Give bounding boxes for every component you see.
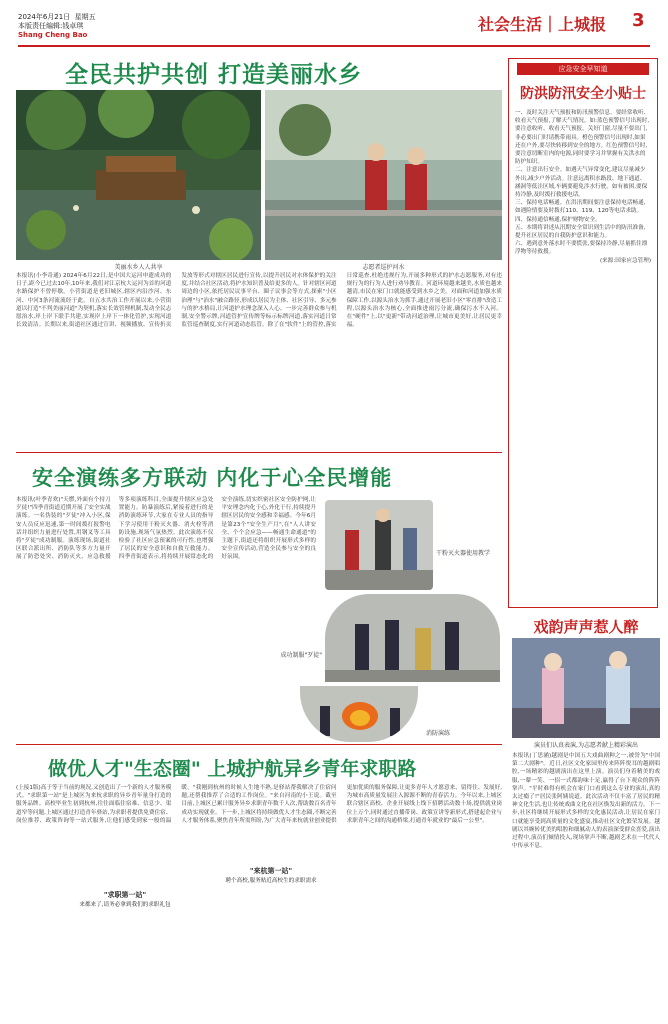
article2-body: 本报讯(叶季青欢)"天燃,外面有个持刀歹徒!"四季青街道近期开展了安全实战演练。一名伪装的"歹徒"冲入小区,保安人员反应迅速,第一时间拨打报警电话并组织力量进行处置,用钢叉等工具将"歹徒"成功制服。演练现场,街道社区联合派出所、消防队等多方力量开展了防恐处突、消防灭火、应急救援等多项演练科目,全面提升辖区应急处置能力。防暴演练后,紧接着进行的是消防演练环节,大家在专业人员的指导下学习使用干粉灭火器、消火栓等消防设施,现场气氛热烈。此次演练不仅检验了社区应急预案的可行性,也增强了居民的安全意识和自救互救能力。四季青街道表示,将持续开展常态化的安全演练,切实织密社区安全防护网,让平安理念内化于心,外化于行,持续提升辖区居民的安全感和幸福感。今年6月是第23个"安全生产月",在"人人讲安全、个个会应急——畅通生命通道"的主题下,街道还将组织开展形式多样的安全宣传活动,营造全民参与安全的良好氛围。: [16, 497, 316, 561]
extinguisher-training-illustration: [325, 500, 433, 590]
issue-weekday: 星期五: [74, 13, 96, 21]
canal-boat-illustration: [16, 90, 261, 260]
article4-subhead2-line: 聘个高校,服务贴近高校生的求职需求: [225, 878, 317, 884]
paper-name: 上城报: [558, 15, 607, 34]
drill-arrest-illustration: [325, 594, 500, 682]
issue-date: 2024年6月21日: [18, 13, 71, 21]
tip-item: 六、遇到意外落水时不要慌张,要保持冷静,尽量抓住漂浮物等待救援。: [515, 241, 648, 256]
article4-subhead1: "求职第一站": [103, 891, 147, 899]
section-name: 社会生活: [478, 15, 543, 34]
safety-tips-box: [508, 58, 658, 608]
article2-photo2-caption: 成功制服"歹徒": [280, 652, 322, 659]
tips-tag: 应急安全早知道: [517, 63, 649, 75]
section-divider: [16, 452, 502, 453]
article4-body: (上接1版)高于等于当前的现况,又创造出了一个新的人才服务模式。"求职第一站"是上城区为来杭求职的异乡青年量身打造的服务品牌。高校毕业生初到杭州,往往面临住宿难、信息少、渠道窄等问题,上城区通过打造青年驿站,为求职者提供免费住宿、岗位推荐、政策咨询等一站式服务,让他们感受到家一般的温暖。"我刚到杭州的时候人生地不熟,是驿站帮我解决了住宿问题,还帮我推荐了合适的工作岗位。"来自河南的小王说。截至目前,上城区已累计服务异乡求职青年数千人次,帮助数百名青年成功实现就业。下一步,上城区将持续做优人才生态圈,不断完善人才服务体系,聚焦青年所需所盼,为广大青年来杭就业创业提供更加优质的服务保障,让更多青年人才愿意来、留得住、发展好,为城市高质量发展注入源源不断的青春活力。今年以来,上城区联合辖区高校、企业开展线上线下招聘活动数十场,提供就业岗位上万个,同时通过直播带岗、政策宣讲等新形式,搭建起企业与求职青年之间的沟通桥梁,打通青年就业的"最后一公里"。: [16, 785, 502, 824]
article1-title: 全民共护共创 打造美丽水乡: [65, 62, 363, 88]
fire-drill-illustration: [300, 686, 418, 742]
article3-photo: [512, 638, 660, 738]
editor-credit: 本版责任编辑:钱卓琪: [18, 22, 84, 30]
article1-body: 本报讯(小李奇通) 2024年6月22日,是中国大运河申遗成功的日子,距今已过去10年,10年来,我们对江京杭大运河为首的河道水路保护不曾停歇。小营街道是老旧城区,辖区内沿沙河、东河、中河3条河流流经于此。自五水共治工作开展以来,小营街道以打造"不判美丽河道"为契机,落实长效管理机制,发动全民志愿治水,岸上岸下联手共建,实现岸上岸下一体化管护,实现河道长效清洁。长期以来,街道社区通过宣讲、视频播放、宣传折页发放等形式对辖区居民进行宣传,以提升居民对水体保护的关注度,并结合社区活动,将护水知识普及给更多的人。针对辖区河道周边的小区,依托居民议事平台、圈子议事会等方式,探索"小区治理"与"治水"融合路径,形成以居民为主体、社区引导、多元参与的护水格局,让河道护水理念深入人心。一步完善群众参与机制,安全警示牌,河道管护宣传牌等标示标牌河道,落实河道日常监管巡查制度,实行河道动态监管。除了在"软件"上的管控,落实日常巡查,杜绝违规行为,开展多种形式的护水志愿服务,对有违规行为的行为人进行劝导教育。河道环境越来越美,水质也越来越清,市民在家门口就能感受到水乡之美。对面和河道加强水质保障工作,以源头治水为抓手,通过开展老旧小区"零直排"改造工程,以源头治水为核心,全面推进雨污分流,确保污水不入河。在"硬件"上,以"更新"带动河道治理,让城市更美好,让居民更幸福。: [16, 273, 502, 329]
article4-subhead2-block: [196, 866, 346, 884]
article3-photo-caption: 演员们认真表演,为志愿者献上精彩演出: [534, 742, 638, 749]
article1-photo2: [265, 90, 502, 260]
article1-photo1-caption: 美丽水乡人人共享: [114, 264, 163, 271]
opera-performance-illustration: [512, 638, 660, 738]
article4-subhead1-block: [70, 890, 180, 908]
section-divider-2: [16, 744, 502, 745]
article1-photo1: [16, 90, 261, 260]
article2-photo1-caption: 干粉灭火器使用教学: [436, 550, 491, 557]
article1-photo2-caption: 志愿者巡护河水: [362, 264, 405, 271]
masthead: 社会生活｜上城报: [478, 15, 607, 34]
article3-body: 本报讯(丁思涵)越剧是中国五大戏曲剧种之一,被誉为"中国第二大剧种"。近日,社区文化家园里传来阵阵悦耳的越剧唱腔,一场精彩的越剧演出在这里上演。演员们身着精美的戏服,一颦一笑、一招一式都韵味十足,赢得了台下观众的阵阵掌声。"平时难得有机会在家门口看到这么专业的演出,真的太过瘾了!"居民张阿姨说道。此次活动不仅丰富了居民的精神文化生活,也让传统戏曲文化在社区焕发出新的活力。下一步,社区将继续开展形式多样的文化惠民活动,让居民在家门口就能享受到高质量的文化盛宴,推动社区文化繁荣发展。越剧以其婉转优美的唱腔和细腻动人的表演深受群众喜爱,演出过程中,演员们倾情投入,现场掌声不断,越剧艺术在一代代人中传承不息。: [512, 753, 660, 850]
article2-photo3-caption: 消防演练: [426, 730, 451, 737]
article3-title: 戏韵声声惹人醉: [533, 618, 639, 636]
page-number: 3: [632, 10, 645, 31]
article2-photo3: [300, 686, 418, 742]
column-pinyin: Shang Cheng Bao: [18, 31, 88, 39]
article2-title: 安全演练多方联动 内化于心全民增能: [32, 466, 393, 490]
tip-item: 三、保持电话畅通。在洪汛期间要注意保持电话畅通,如遇险情要及时拨打110、119、120等电话求助。: [515, 200, 646, 215]
tips-source: (来源:国家应急管理): [600, 257, 651, 264]
header-meta: [18, 13, 96, 40]
tip-item: 二、注意出行安全。如遇天气异常变化,建议尽量减少外出,减少户外活动。注意远离积水路段、地下通道、涵洞等低洼区域,车辆要避免涉水行驶。如有被困,要保持冷静,及时拨打救援电话。: [515, 167, 648, 199]
tip-item: 四、保持通信畅通,保护财物安全。: [515, 216, 601, 223]
tip-item: 一、及时关注天气预报和防汛预警信息。要经常收听、收看天气预报,了解天气情况。如:蓝色预警信号出现时,要注意收听、收看天气预报。关好门窗,尽量不要出门,非必要出门时请携带雨具。橙色预警信号出现时,如果还在户外,要尽快转移到安全的地方。红色预警信号时,要注意切断室内的电源,同时要学习并掌握有关洪水的防护知识。: [515, 110, 650, 166]
article2-photo1: [325, 500, 433, 590]
article4-title: 做优人才"生态圈" 上城护航异乡青年求职路: [48, 758, 417, 780]
tip-item: 五、本期将讲述从汛期安全常识到生活中的防汛准备,提升社区居民的自我防护意识和能力。: [515, 224, 646, 240]
tips-title: 防洪防汛安全小贴士: [520, 86, 646, 102]
volunteers-patrol-illustration: [265, 90, 502, 260]
article4-subhead1-line: 来都来了,请务必拿到我们的求职礼包: [79, 902, 171, 908]
article4-subhead2: "来杭第一站": [249, 867, 293, 875]
article2-photo2: [325, 594, 500, 682]
header-rule: [18, 45, 650, 47]
tips-list: [509, 109, 657, 589]
